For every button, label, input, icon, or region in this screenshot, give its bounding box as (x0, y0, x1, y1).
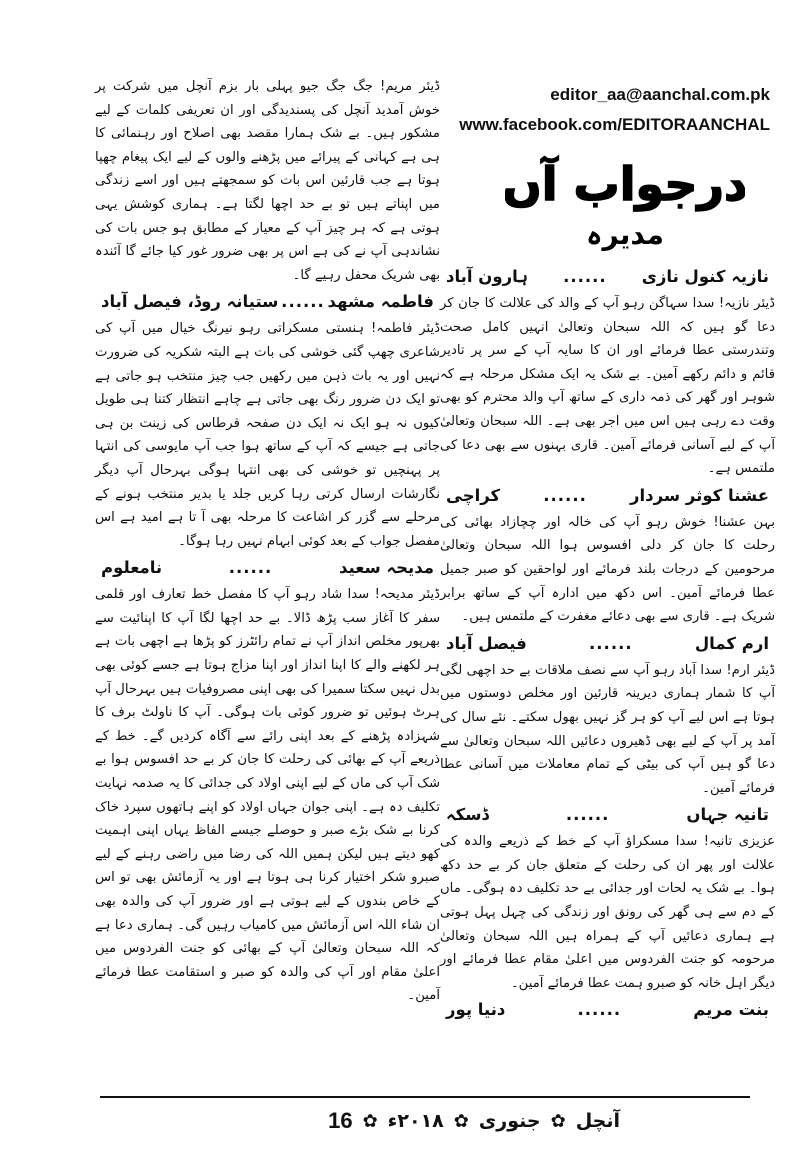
entry-heading (95, 287, 440, 317)
entry-name: مدیحہ سعید (338, 558, 434, 578)
logo-title: درجواب آں (505, 157, 745, 211)
entry-heading (440, 262, 775, 292)
entry-city: ہارون آباد (446, 267, 528, 286)
footer-month: جنوری (478, 1110, 541, 1132)
entry-heading (440, 800, 775, 830)
entry-name: ارم کمال (694, 633, 769, 653)
page-number: 16 (328, 1108, 353, 1133)
entry-separator: ...... (228, 558, 273, 578)
entry-reply: بہن عشنا! خوش رہو آپ کی خالہ اور چچازاد بھائی کی رحلت کا جان کر دلی افسوس ہوا اللہ سبحان وتعالیٰ مرحومین کے درجات بلند فرمائے اور لواحقین کو صبر جمیل عطا فرمائے آمین۔ اس دکھ میں ادارہ آپ کے ساتھ برابر شریک ہے۔ قاری سے بھی دعائے مغفرت کے ملتمس ہیں۔ (440, 514, 775, 625)
entry-reply: ڈیئر ارم! سدا آباد رہو آپ سے نصف ملاقات بے حد اچھی لگی آپ کا شمار ہماری دیرینہ قارئین اور مخلص دوستوں میں ہوتا ہے اس لیے آپ کو ہر گز نہیں بھول سکتے۔ نئے سال کی آمد پر آپ کے لیے بھی ڈھیروں دعائیں اللہ سبحان وتعالیٰ سے دعا گو ہیں آپ کی بیٹی کے تمام معاملات میں آسانی عطا فرمائے آمین۔ (440, 662, 775, 796)
flower-icon: ✿ (362, 1110, 378, 1132)
flower-icon: ✿ (453, 1110, 469, 1132)
entry-reply: ڈیئر فاطمہ! ہنستی مسکراتی رہو نیرنگ خیال میں آپ کی شاعری چھپ گئی خوشی کی بات ہے البتہ شکریہ کی ضرورت نہیں اور یہ بات ذہن میں رکھیں جب چیز منتخب ہو جاتی ہے تو ایک دن ضرور رنگ بھی جاتی ہے چاہے انتظار کتنا ہی طویل کیوں نہ ہو ایک نہ ایک دن صفحہ قرطاس کی زینت بن ہی جاتی ہے جیسے کہ آپ کے ساتھ ہوا جب آپ مایوسی کی انتہا پر پہنچیں تو خوشی کی بھی انتہا ہوگی بہرحال آپ دیگر نگارشات ارسال کرتی رہا کریں جلد یا بدیر منتخب ہونے کے مرحلے سے گزر کر اشاعت کا مرحلہ بھی آ تا ہے امید ہے اس مفصل جواب کے بعد کوئی ابہام نہیں رہا ہوگا۔ (95, 321, 440, 549)
flower-icon: ✿ (550, 1110, 566, 1132)
entry-separator: ...... (281, 292, 325, 312)
facebook-link[interactable]: www.facebook.com/EDITORAANCHAL (459, 115, 770, 134)
footer-magazine: آنچل (575, 1110, 620, 1132)
entry-name: تانیہ جہاں (686, 805, 769, 825)
entry-separator: ...... (577, 1000, 622, 1020)
editor-email[interactable]: editor_aa@aanchal.com.pk (550, 85, 770, 104)
entry-reply: عزیزی تانیہ! سدا مسکراؤ آپ کے خط کے ذریعے والدہ کی علالت اور پھر ان کی رحلت کے متعلق جان کر بے حد دکھ ہوا۔ بے شک یہ لحات اور جدائی بے حد تکلیف دہ ہوگی۔ ماں کے دم سے ہی گھر کی رونق اور زندگی کی چہل پہل ہوتی ہے ہماری دعائیں آپ کے ہمراہ ہیں اللہ سبحان وتعالیٰ مرحومہ کو جنت الفردوس میں اعلیٰ مقام عطا فرمائے اور دیگر اہل خانہ کو صبرو ہمت عطا فرمائے آمین۔ (440, 834, 775, 991)
entry-separator: ...... (589, 633, 633, 653)
entry-name: بنت مریم (693, 1000, 769, 1020)
entry-city: فیصل آباد (446, 633, 527, 653)
entry-reply: ڈیئر مدیحہ! سدا شاد رہو آپ کا مفصل خط تعارف اور قلمی سفر کا آغاز سب پڑھ ڈالا۔ بے حد اچھا لگا آپ کا اپنائیت سے بھرپور مخلص انداز آپ نے تمام رائٹرز کو پڑھا ہے اچھی بات ہے ہر لکھنے والے کا اپنا انداز اور اپنا مزاج ہوتا ہے جسے کوئی بھی بدل نہیں سکتا سمیرا کی بھی اپنی مصروفیات ہیں بہرحال آپ ہرٹ ہوئیں تو ضرور کوئی بات ہوگی۔ آپ کا ناولٹ برف کا شہزادہ پڑھنے کے بعد اپنی رائے سے آگاہ کردیں گے۔ خط کے ذریعے آپ کے بھائی کی رحلت کا جان کر بے حد افسوس ہوا بے شک آپ کی ماں کے لیے اپنی اولاد کی جدائی کا یہ صدمہ نہایت تکلیف دہ ہے۔ اپنی جوان جہاں اولاد کو اپنے ہاتھوں سپرد خاک کرنا بے شک بڑے صبر و حوصلے جیسے الفاظ یہاں اپنی اہمیت کھو دیتے ہیں لیکن ہمیں اللہ کی رضا میں راضی رہنے کے لیے صبرو شکر اختیار کرنا ہی ہوتا ہے اور یہ آزمائش بھی تو اس کے خاص بندوں کے لیے ہوتی ہے اور ضرور آپ کی والدہ بھی ان شاء اللہ اس آزمائش میں کامیاب رہیں گی۔ ہماری دعا ہے کہ اللہ سبحان وتعالیٰ آپ کے بھائی کو جنت الفردوس میں اعلیٰ مقام اور آپ کی والدہ کو صبر و استقامت عطا فرمائے آمین۔ (95, 587, 440, 1004)
column-logo (505, 148, 745, 254)
entry-city: دنیا پور (446, 1000, 506, 1020)
entry-heading (440, 481, 775, 511)
entry-name: فاطمہ مشھد (327, 292, 434, 312)
footer-rule (100, 1096, 750, 1098)
entry-reply: ڈیئر مریم! جگ جگ جیو پہلی بار بزم آنچل میں شرکت پر خوش آمدید آنچل کی پسندیدگی اور ان تعریفی کلمات کے لیے مشکور ہیں۔ بے شک ہمارا مقصد بھی اصلاح اور رہنمائی کا ہی ہے کہانی کے پیرائے میں پڑھنے والوں کے لیے ایک پیغام چھپا ہوتا ہے جب قارئین اس بات کو سمجھتے ہیں اور اسے زندگی میں اپناتے ہیں تو بے حد اچھا لگتا ہے۔ ہماری کوشش یہی ہوتی ہے کہ ہر چیز آپ کے معیار کے مطابق ہو جس بات کی نشاندہی آپ نے کی ہے اس پر بھی ضرور غور کیا جائے گا آئندہ بھی شریک محفل رہیے گا۔ (95, 79, 440, 283)
entry-name: عشنا کوثر سردار (630, 485, 769, 505)
entry-heading (440, 995, 775, 1025)
left-column (95, 75, 440, 1008)
entry-city: ستیانہ روڈ، فیصل آباد (101, 292, 279, 312)
entry-reply: ڈیئر نازیہ! سدا سہاگن رہو آپ کے والد کی علالت کا جان کر دعا گو ہیں کہ اللہ سبحان وتعالیٰ انہیں کامل صحت وتندرستی عطا فرمائے اور ان کا سایہ آپ کے سر پر تادیر قائم و دائم رکھے آمین۔ بے شک یہ ایک مشکل مرحلہ ہے کہ شوہر اور گھر کی ذمہ داری کے ساتھ آپ والد محترم کو بھی وقت دے رہی ہیں اس میں اجر بھی ہے۔ اللہ سبحان وتعالیٰ آپ کے لیے آسانی فرمائے آمین۔ قاری بہنوں سے بھی دعا کی ملتمس ہے۔ (440, 296, 775, 477)
entry-heading (95, 553, 440, 583)
entry-name: نازیہ کنول نازی (641, 267, 769, 286)
entry-separator: ...... (565, 805, 610, 825)
logo-subtitle: مدیرہ (586, 218, 664, 251)
entry-city: ڈسکہ (446, 805, 489, 825)
column-logo-art (505, 148, 745, 254)
entry-city: کراچی (446, 485, 501, 505)
footer-year: ۲۰۱۸ء (387, 1110, 444, 1132)
entry-heading (440, 629, 775, 659)
page-footer (200, 1103, 620, 1139)
entry-city: نامعلوم (101, 558, 163, 578)
entry-separator: ...... (543, 485, 587, 505)
right-column (440, 262, 775, 1025)
entry-separator: ...... (563, 267, 607, 286)
contact-block (440, 80, 770, 140)
